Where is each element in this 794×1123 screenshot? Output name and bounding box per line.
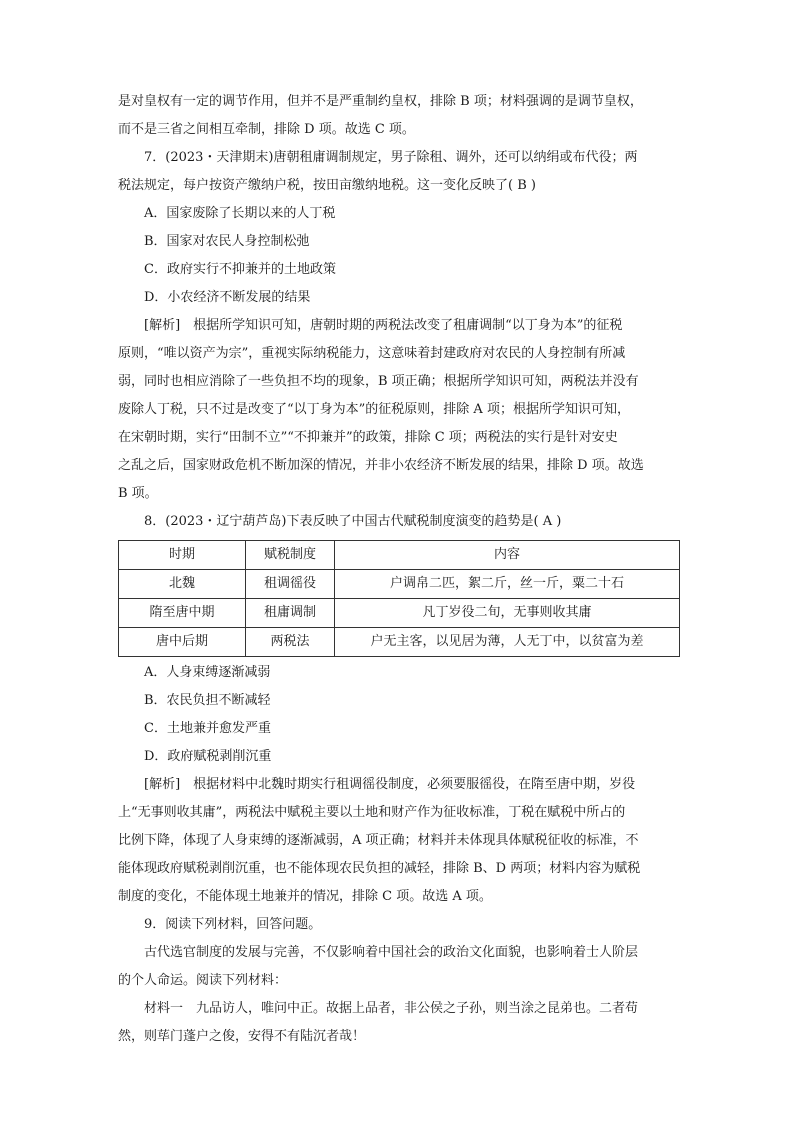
analysis-line: 原则，“唯以资产为宗”，重视实际纳税能力，这意味着封建政府对农民的人身控制有所减 — [118, 346, 626, 361]
table-header-cell: 时期 — [119, 541, 246, 570]
intro-paragraph — [118, 88, 680, 144]
intro-line: 古代选官制度的发展与完善，不仅影响着中国社会的政治文化面貌，也影响着士人阶层 — [144, 945, 639, 960]
option-b: B．国家对农民人身控制松弛 — [144, 234, 310, 249]
table-header-cell: 赋税制度 — [246, 541, 335, 570]
question-stem-line: 7．(2023・天津期末)唐朝租庸调制规定，男子除租、调外，还可以纳绢或布代役；两 — [144, 150, 638, 165]
table-cell: 租调徭役 — [246, 570, 335, 599]
analysis-line: [解析] 根据材料中北魏时期实行租调徭役制度，必须要服徭役，在隋至唐中期，岁役 — [144, 777, 636, 792]
option-d: D．政府赋税剥削沉重 — [144, 749, 272, 764]
table-cell: 唐中后期 — [119, 628, 246, 657]
intro-line: 的个人命运。阅读下列材料： — [118, 973, 288, 988]
question-stem-line: 8．(2023・辽宁葫芦岛)下表反映了中国古代赋税制度演变的趋势是( A ) — [144, 514, 562, 529]
option-a: A．人身束缚逐渐减弱 — [144, 665, 271, 680]
analysis-line: 比例下降，体现了人身束缚的逐渐减弱，A 项正确；材料并未体现具体赋税征收的标准，不 — [118, 833, 639, 848]
material-line: 材料一 九品访人，唯问中正。故据上品者，非公侯之子孙，则当涂之昆弟也。二者苟 — [144, 1001, 639, 1016]
table-header-row — [119, 541, 680, 570]
analysis-line: 上“无事则收其庸”，两税法中赋税主要以土地和财产作为征收标准，丁税在赋税中所占的 — [118, 805, 626, 820]
tax-system-table — [118, 540, 680, 657]
analysis-line: 弱，同时也相应消除了一些负担不均的现象，B 项正确；根据所学知识可知，两税法并没有 — [118, 374, 639, 389]
table-cell: 隋至唐中期 — [119, 599, 246, 628]
analysis-line: 制度的变化，不能体现土地兼并的情况，排除 C 项。故选 A 项。 — [118, 889, 492, 904]
option-a: A．国家废除了长期以来的人丁税 — [144, 206, 336, 221]
analysis-paragraph — [118, 771, 680, 911]
table-cell: 户调帛二匹，絮二斤，丝一斤，粟二十石 — [335, 570, 680, 599]
analysis-paragraph — [118, 312, 680, 508]
question-7 — [118, 144, 680, 508]
question-stem-line: 税法规定，每户按资产缴纳户税，按田亩缴纳地税。这一变化反映了( B ) — [118, 178, 536, 193]
analysis-line: 在宋朝时期，实行“田制不立”“不抑兼并”的政策，排除 C 项；两税法的实行是针对安史 — [118, 430, 618, 445]
analysis-line: [解析] 根据所学知识可知，唐朝时期的两税法改变了租庸调制“以丁身为本”的征税 — [144, 318, 623, 333]
analysis-line: B 项。 — [118, 486, 158, 501]
table-row — [119, 599, 680, 628]
option-d: D．小农经济不断发展的结果 — [144, 290, 311, 305]
analysis-line: 之乱之后，国家财政危机不断加深的情况，并非小农经济不断发展的结果，排除 D 项。故选 — [118, 458, 644, 473]
document-page — [118, 88, 680, 1051]
table-cell: 两税法 — [246, 628, 335, 657]
material-line: 然，则荜门蓬户之俊，安得不有陆沉者哉！ — [118, 1029, 366, 1044]
table-cell: 户无主客，以见居为薄，人无丁中，以贫富为差 — [335, 628, 680, 657]
analysis-line: 能体现政府赋税剥削沉重，也不能体现农民负担的减轻，排除 B、D 两项；材料内容为赋税 — [118, 861, 641, 876]
table-cell: 凡丁岁役二旬，无事则收其庸 — [335, 599, 680, 628]
table-cell: 租庸调制 — [246, 599, 335, 628]
question-stem-line: 9．阅读下列材料，回答问题。 — [144, 917, 322, 932]
table-cell: 北魏 — [119, 570, 246, 599]
option-c: C．土地兼并愈发严重 — [144, 721, 271, 736]
analysis-line: 废除人丁税，只不过是改变了“以丁身为本”的征税原则，排除 A 项；根据所学知识可知， — [118, 402, 630, 417]
text-line: 是对皇权有一定的调节作用，但并不是严重制约皇权，排除 B 项；材料强调的是调节皇权， — [118, 94, 643, 109]
option-c: C．政府实行不抑兼并的土地政策 — [144, 262, 336, 277]
question-8 — [118, 508, 680, 911]
table-row — [119, 570, 680, 599]
table-row — [119, 628, 680, 657]
table-header-cell: 内容 — [335, 541, 680, 570]
option-b: B．农民负担不断减轻 — [144, 693, 271, 708]
question-9 — [118, 911, 680, 1051]
text-line: 而不是三省之间相互牵制，排除 D 项。故选 C 项。 — [118, 122, 415, 137]
